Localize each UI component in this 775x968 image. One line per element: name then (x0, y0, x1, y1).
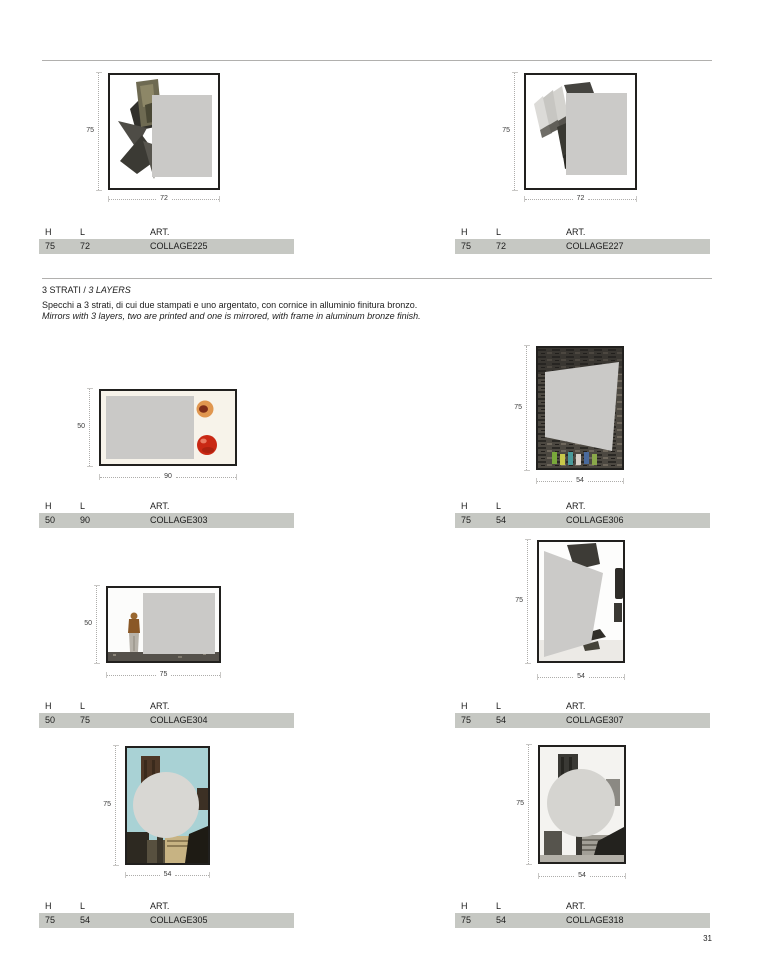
value-l: 54 (496, 915, 507, 925)
value-h: 75 (461, 515, 472, 525)
value-art: COLLAGE306 (566, 515, 624, 525)
value-l: 54 (496, 515, 507, 525)
collage303-photo (99, 389, 237, 466)
collage303-table-header (39, 501, 294, 512)
collage227-photo (524, 73, 637, 190)
value-l: 72 (80, 241, 91, 251)
value-h: 50 (45, 515, 56, 525)
artwork-collage227-image (526, 75, 635, 188)
collage318-width-dim-label: 54 (578, 872, 586, 879)
collage305-photo (125, 746, 210, 865)
section-description-it: Specchi a 3 strati, di cui due stampati e uno argentato, con cornice in alluminio finitura bronzo. (42, 300, 418, 310)
collage227-table-row (455, 239, 710, 254)
collage304-photo (106, 586, 221, 663)
page-number: 31 (703, 934, 712, 943)
collage305-table-row (39, 913, 294, 928)
artwork-collage318-image (540, 747, 624, 862)
collage304-width-dim (106, 669, 221, 681)
header-l: L (496, 901, 502, 911)
collage225-table-header (39, 227, 294, 238)
collage306-table-row (455, 513, 710, 528)
value-art: COLLAGE303 (150, 515, 208, 525)
value-h: 75 (461, 241, 472, 251)
value-l: 72 (496, 241, 507, 251)
collage227-height-dim-label: 75 (502, 127, 510, 134)
value-art: COLLAGE225 (150, 241, 208, 251)
collage306-height-dim-label: 75 (514, 404, 522, 411)
header-h: H (45, 501, 52, 511)
header-h: H (461, 227, 468, 237)
header-h: H (461, 901, 468, 911)
collage304-height-dim-label: 50 (84, 620, 92, 627)
header-h: H (45, 901, 52, 911)
header-l: L (496, 701, 502, 711)
artwork-collage303-image (101, 391, 235, 464)
header-l: L (80, 227, 86, 237)
collage227-width-dim-label: 72 (576, 195, 585, 202)
value-h: 75 (45, 915, 56, 925)
collage227-width-dim (524, 193, 637, 205)
collage307-photo (537, 540, 625, 663)
collage303-table-row (39, 513, 294, 528)
collage307-table-row (455, 713, 710, 728)
header-art: ART. (150, 701, 170, 711)
collage307-width-dim (537, 671, 625, 683)
artwork-collage305-image (127, 748, 208, 863)
collage305-height-dim-label: 75 (103, 801, 111, 808)
header-l: L (496, 501, 502, 511)
top-rule (42, 60, 712, 61)
value-l: 75 (80, 715, 91, 725)
value-art: COLLAGE227 (566, 241, 624, 251)
collage305-width-dim (125, 869, 210, 881)
artwork-collage307-image (539, 542, 623, 661)
collage318-table-row (455, 913, 710, 928)
header-art: ART. (566, 901, 586, 911)
collage307-width-dim-label: 54 (577, 673, 585, 680)
collage306-table-header (455, 501, 710, 512)
header-h: H (45, 227, 52, 237)
collage227-height-dim-line (514, 73, 515, 190)
collage304-table-header (39, 701, 294, 712)
header-h: H (461, 501, 468, 511)
value-l: 54 (80, 915, 91, 925)
section-title-separator: / (80, 285, 89, 295)
collage307-height-dim-line (527, 540, 528, 663)
header-l: L (496, 227, 502, 237)
collage318-photo (538, 745, 626, 864)
value-l: 54 (496, 715, 507, 725)
value-h: 50 (45, 715, 56, 725)
header-h: H (45, 701, 52, 711)
header-h: H (461, 701, 468, 711)
collage303-width-dim (99, 471, 237, 483)
collage307-height-dim-label: 75 (515, 597, 523, 604)
collage225-width-dim-label: 72 (160, 195, 168, 202)
value-l: 90 (80, 515, 91, 525)
collage318-height-dim-label: 75 (516, 800, 524, 807)
collage304-table-row (39, 713, 294, 728)
header-art: ART. (566, 501, 586, 511)
collage318-table-header (455, 901, 710, 912)
header-art: ART. (150, 227, 170, 237)
value-art: COLLAGE304 (150, 715, 208, 725)
artwork-collage304-image (108, 588, 219, 661)
value-art: COLLAGE307 (566, 715, 624, 725)
collage304-width-dim-label: 75 (159, 671, 168, 678)
collage225-height-dim-label: 75 (86, 127, 94, 134)
artwork-collage306-image (538, 348, 622, 468)
collage305-height-dim-line (115, 746, 116, 865)
collage303-height-dim-line (89, 389, 90, 466)
collage306-width-dim-label: 54 (576, 477, 584, 484)
collage306-height-dim-line (526, 346, 527, 470)
value-h: 75 (45, 241, 56, 251)
collage318-width-dim (538, 870, 626, 882)
collage227-table-header (455, 227, 710, 238)
header-l: L (80, 901, 86, 911)
header-l: L (80, 501, 86, 511)
header-art: ART. (150, 501, 170, 511)
section-title (42, 285, 131, 295)
value-h: 75 (461, 915, 472, 925)
section-description-en: Mirrors with 3 layers, two are printed and one is mirrored, with frame in aluminum bronze finish. (42, 310, 421, 321)
section-description (42, 300, 421, 321)
collage307-table-header (455, 701, 710, 712)
collage303-width-dim-label: 90 (164, 473, 172, 480)
collage305-width-dim-label: 54 (163, 871, 172, 878)
collage318-height-dim-line (528, 745, 529, 864)
value-h: 75 (461, 715, 472, 725)
collage306-width-dim (536, 475, 624, 487)
value-art: COLLAGE305 (150, 915, 208, 925)
collage304-height-dim-line (96, 586, 97, 663)
value-art: COLLAGE318 (566, 915, 624, 925)
section-rule (42, 278, 712, 279)
collage225-height-dim-line (98, 73, 99, 190)
collage225-table-row (39, 239, 294, 254)
collage225-width-dim (108, 193, 220, 205)
collage303-height-dim-label: 50 (77, 423, 85, 430)
header-art: ART. (566, 701, 586, 711)
section-title-en: 3 LAYERS (88, 285, 131, 295)
collage305-table-header (39, 901, 294, 912)
header-art: ART. (566, 227, 586, 237)
header-l: L (80, 701, 86, 711)
collage306-photo (536, 346, 624, 470)
section-title-it: 3 STRATI (42, 285, 81, 295)
collage225-photo (108, 73, 220, 190)
artwork-collage225-image (110, 75, 218, 188)
header-art: ART. (150, 901, 170, 911)
